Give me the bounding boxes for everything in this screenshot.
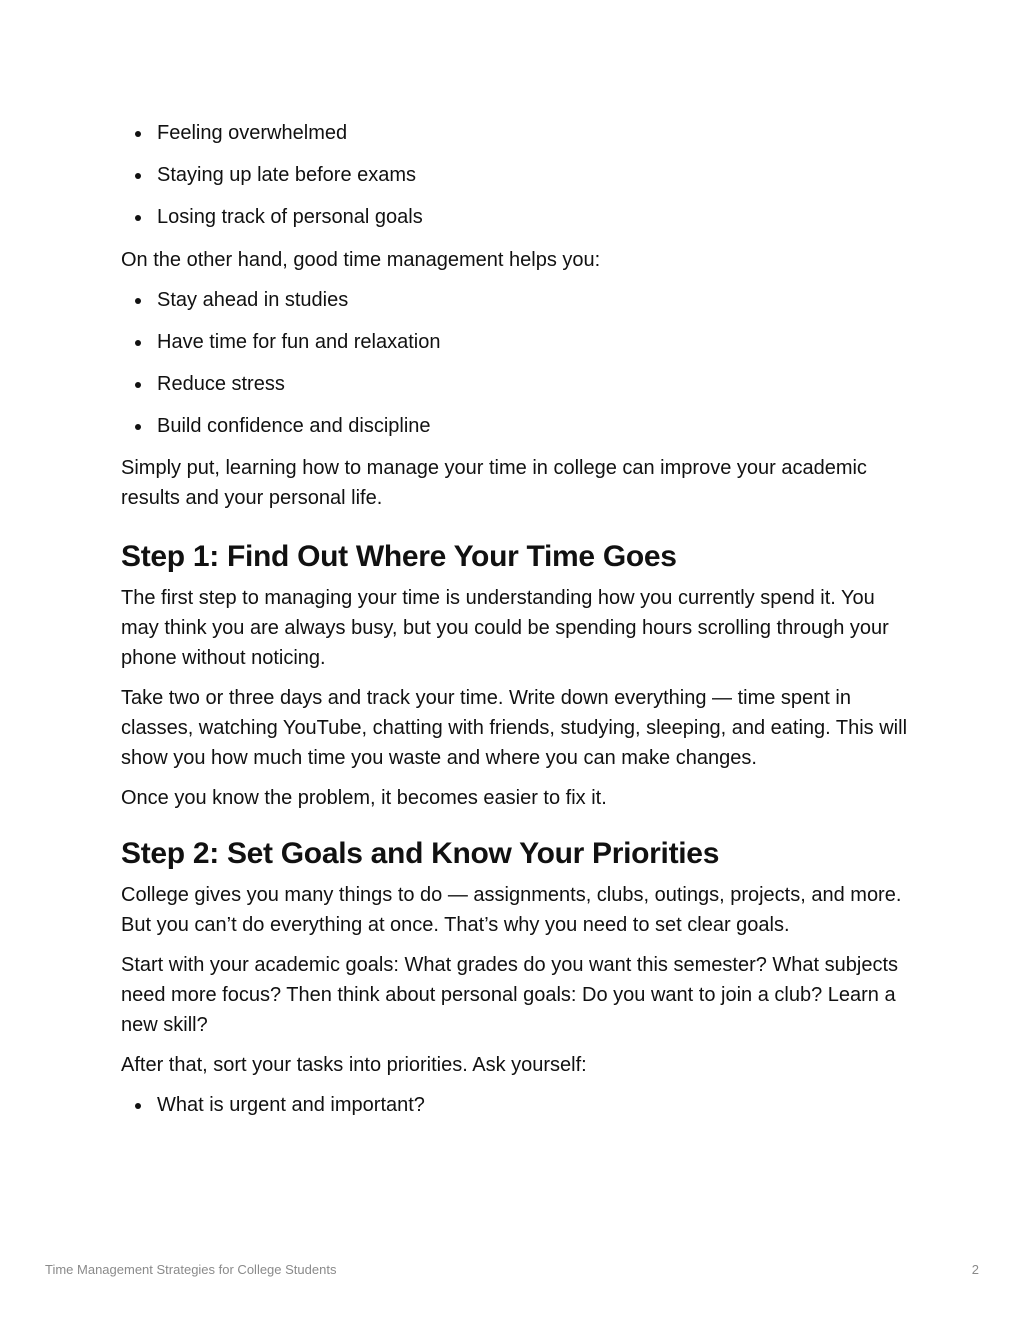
list-item: Build confidence and discipline: [121, 411, 911, 441]
step1-paragraph: Take two or three days and track your time. Write down everything — time spent in classes, watching YouTube, chatting with friends, studying, sleeping, and eating. This will show you how much time you waste and where you can make changes.: [121, 687, 908, 770]
list-item: Stay ahead in studies: [121, 285, 911, 315]
priorities-list: [121, 1090, 911, 1120]
list-item: Reduce stress: [121, 369, 911, 399]
list-item: What is urgent and important?: [121, 1090, 911, 1120]
list-item: Losing track of personal goals: [121, 202, 911, 232]
list-item: Staying up late before exams: [121, 160, 911, 190]
step1-heading: Step 1: Find Out Where Your Time Goes: [121, 540, 677, 574]
step2-paragraph: After that, sort your tasks into priorities. Ask yourself:: [121, 1054, 587, 1077]
step1-paragraph: The first step to managing your time is understanding how you currently spend it. You may think you are always busy, but you could be spending hours scrolling through your phone without noticing.: [121, 587, 889, 670]
benefits-intro: On the other hand, good time management helps you:: [121, 248, 601, 271]
benefits-list: [121, 285, 911, 442]
list-item: Feeling overwhelmed: [121, 118, 911, 148]
step2-paragraph: Start with your academic goals: What grades do you want this semester? What subjects need more focus? Then think about personal goals: Do you want to join a club? Learn a new skill?: [121, 954, 899, 1037]
summary-paragraph: Simply put, learning how to manage your time in college can improve your academic results and your personal life.: [121, 457, 867, 510]
step2-heading: Step 2: Set Goals and Know Your Priorities: [121, 837, 720, 871]
step1-paragraph: Once you know the problem, it becomes easier to fix it.: [121, 787, 607, 810]
footer-title: Time Management Strategies for College Students: [45, 1262, 337, 1277]
page-number: 2: [971, 1262, 979, 1277]
problems-list: [121, 118, 911, 232]
page-footer: [45, 1262, 979, 1280]
step2-paragraph: College gives you many things to do — assignments, clubs, outings, projects, and more. But you can’t do everything at once. That’s why you need to set clear goals.: [121, 884, 902, 937]
list-item: Have time for fun and relaxation: [121, 327, 911, 357]
document-body: [121, 118, 911, 1133]
